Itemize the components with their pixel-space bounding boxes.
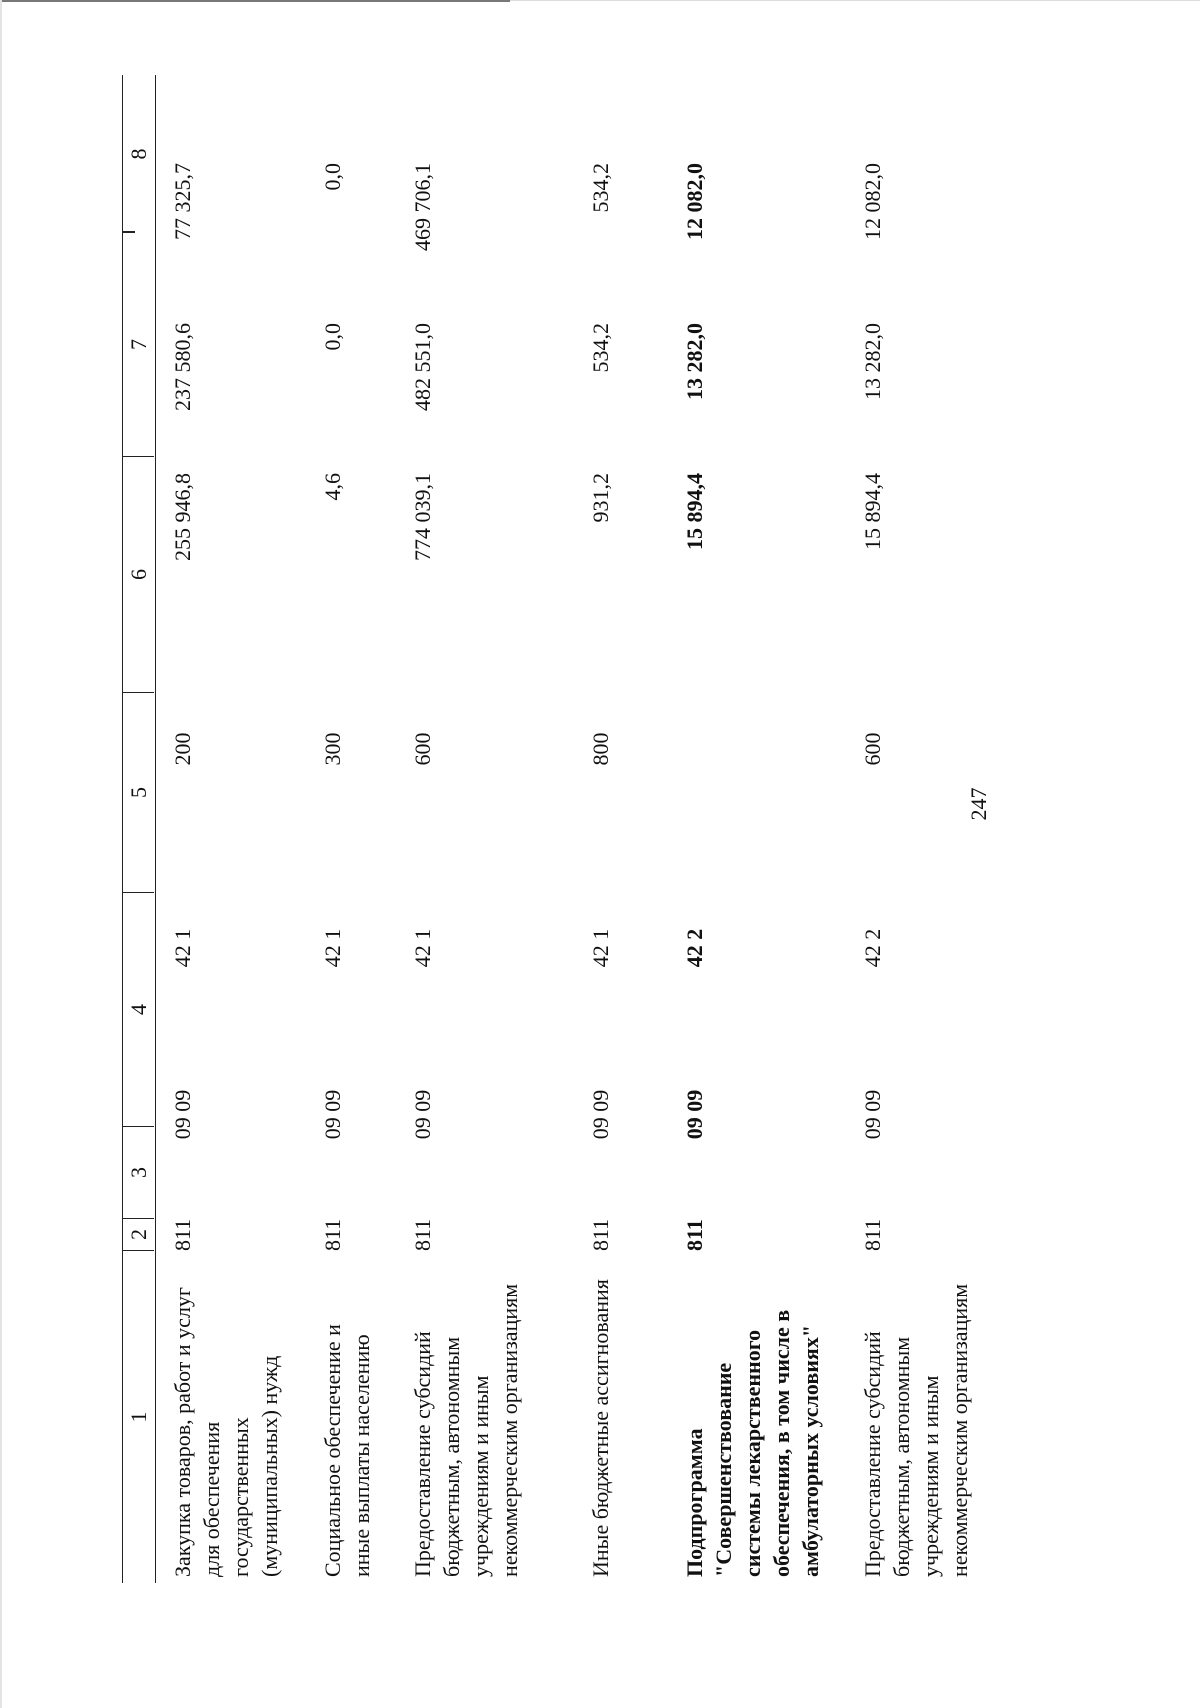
row-col-8: 77 325,7: [170, 163, 195, 240]
header-col-1: 1: [126, 1411, 151, 1423]
row-col-7: 534,2: [588, 323, 613, 373]
row-name: Предоставление субсидий бюджетным, автономным учреждениям и иным некоммерческим организациям: [860, 1283, 972, 1577]
row-col-3: 09 09: [682, 1089, 707, 1140]
header-col-4: 4: [123, 893, 154, 1127]
row-col-3: 09 09: [410, 1089, 435, 1140]
table-row: [858, 75, 972, 1583]
header-col-3: 3: [123, 1127, 154, 1219]
row-col-6: 931,2: [588, 473, 613, 523]
table-row: [408, 75, 586, 1583]
row-col-2: 811: [320, 1218, 345, 1251]
row-col-4: 42 1: [320, 928, 345, 968]
scan-edge-line: [0, 0, 510, 2]
row-col-6: 15 894,4: [860, 473, 885, 550]
row-col-4: 42 2: [682, 928, 707, 968]
row-col-8: 469 706,1: [410, 163, 435, 251]
table-header-row: [122, 75, 156, 1583]
row-name: Социальное обеспечение и иные выплаты населению: [320, 1324, 374, 1577]
row-col-6: 774 039,1: [410, 473, 435, 561]
row-col-7: 237 580,6: [170, 323, 195, 411]
row-name: Подпрограмма "Совершенствование системы лекарственного обеспечения, в том числе в амбулаторных условиях": [682, 1309, 823, 1577]
row-col-7: 482 551,0: [410, 323, 435, 411]
header-col-5: 5: [123, 693, 154, 893]
table-row: [586, 75, 680, 1583]
row-col-5: 600: [860, 732, 885, 766]
row-col-5: 300: [320, 732, 345, 766]
row-col-7: 13 282,0: [860, 323, 885, 400]
table-row: [318, 75, 408, 1583]
table-row: [168, 75, 318, 1583]
row-col-3: 09 09: [588, 1089, 613, 1140]
table-row-subprogram: [680, 75, 858, 1583]
row-col-4: 42 1: [410, 928, 435, 968]
row-col-2: 811: [170, 1218, 195, 1251]
row-col-7: 0,0: [320, 323, 345, 351]
budget-table: [122, 75, 972, 1583]
row-col-6: 4,6: [320, 473, 345, 501]
page-number: 247: [966, 787, 991, 821]
scan-edge-left: [0, 0, 2, 1708]
row-col-2: 811: [410, 1218, 435, 1251]
row-col-3: 09 09: [320, 1089, 345, 1140]
row-col-4: 42 2: [860, 928, 885, 968]
row-col-8: 534,2: [588, 163, 613, 213]
row-col-8: 12 082,0: [682, 163, 707, 240]
header-col-6: 6: [123, 457, 154, 693]
row-col-4: 42 1: [588, 928, 613, 968]
row-name: Иные бюджетные ассигнования: [588, 1279, 613, 1577]
row-col-3: 09 09: [860, 1089, 885, 1140]
row-col-2: 811: [588, 1218, 613, 1251]
row-col-6: 255 946,8: [170, 473, 195, 561]
row-col-7: 13 282,0: [682, 323, 707, 400]
row-col-5: 800: [588, 732, 613, 766]
row-col-5: 200: [170, 732, 195, 766]
header-col-2: 2: [123, 1219, 154, 1251]
row-col-8: 0,0: [320, 163, 345, 191]
row-col-4: 42 1: [170, 928, 195, 968]
row-name: Предоставление субсидий бюджетным, автономным учреждениям и иным некоммерческим организациям: [410, 1283, 522, 1577]
row-col-2: 811: [682, 1219, 707, 1251]
header-col-8: 8: [123, 75, 154, 233]
row-col-5: 600: [410, 732, 435, 766]
header-col-7: 7: [123, 233, 154, 457]
row-col-2: 811: [860, 1218, 885, 1251]
row-name: Закупка товаров, работ и услуг для обеспечения государственных (муниципальных) нужд: [170, 1287, 282, 1577]
row-col-3: 09 09: [170, 1089, 195, 1140]
row-col-8: 12 082,0: [860, 163, 885, 240]
row-col-6: 15 894,4: [682, 473, 707, 550]
